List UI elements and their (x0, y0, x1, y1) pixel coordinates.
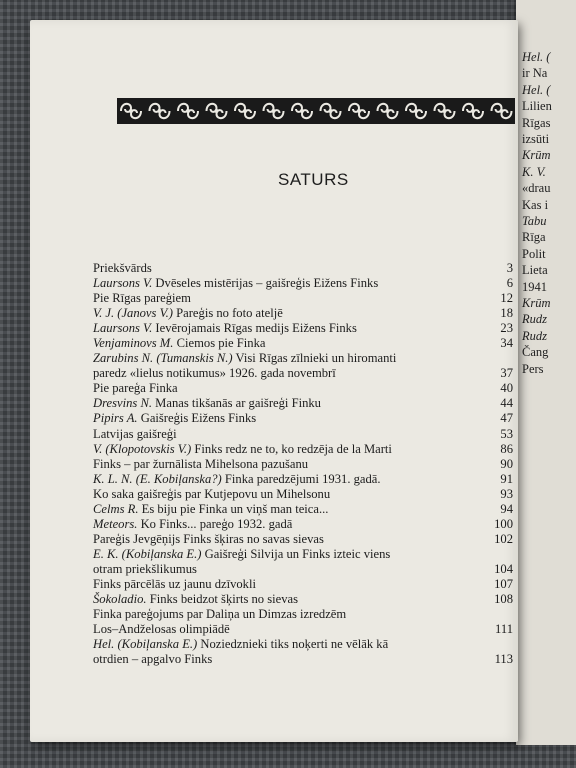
toc-entry (93, 517, 513, 532)
facing-page-line: Kas i (522, 197, 549, 212)
toc-title: Es biju pie Finka un viņš man teica... (141, 501, 329, 516)
toc-entry (93, 427, 513, 442)
facing-page-line: Lieta (522, 263, 548, 278)
toc-entry (93, 261, 513, 276)
facing-page-line: 1941 (522, 279, 547, 294)
toc-page-number: 104 (494, 561, 513, 576)
toc-entry (93, 562, 513, 577)
toc-entry (93, 366, 513, 381)
toc-author: Hel. (Kobiļanska E.) (93, 637, 198, 652)
toc-title: Finks beidzot šķirts no sievas (149, 592, 299, 607)
toc-title: Pie Rīgas pareģiem (93, 291, 191, 306)
facing-page-line: «drau (522, 181, 551, 196)
toc-author: Laursons V. (93, 321, 153, 336)
toc-title: Finka pareģojums par Daliņa un Dimzas izredzēm (93, 607, 347, 622)
toc-title: Latvijas gaišreģi (93, 426, 177, 441)
toc-entry (93, 396, 513, 411)
toc-author: Pipirs A. (93, 411, 138, 426)
toc-title: Finks pārcēlās uz jaunu dzīvokli (93, 576, 256, 591)
toc-title: Noziedznieki tiks noķerti ne vēlāk kā (200, 637, 389, 652)
toc-title: Finks redz ne to, ko redzēja de la Marti (194, 441, 392, 456)
facing-page-line: Pers (522, 361, 544, 376)
toc-entry (93, 577, 513, 592)
facing-page-line: Lilien (522, 99, 552, 114)
toc-title: Pie pareģa Finka (93, 381, 178, 396)
toc-entry (93, 276, 513, 291)
toc-entry (93, 306, 513, 321)
facing-page-line: Rudz (522, 328, 547, 343)
toc-page-number: 94 (500, 501, 513, 516)
toc-page-number: 111 (495, 622, 513, 637)
toc-author: Laursons V. (93, 276, 153, 291)
toc-page-number: 107 (494, 576, 513, 591)
toc-entry (93, 502, 513, 517)
toc-entry (93, 351, 513, 366)
facing-page-line: Hel. ( (522, 82, 551, 97)
toc-title: Ko saka gaišreģis par Kutjepovu un Mihelsonu (93, 486, 331, 501)
toc-entry (93, 472, 513, 487)
facing-page-line: Čang (522, 345, 549, 360)
toc-author: Šokoladio. (93, 592, 147, 607)
facing-page-line: Rīgas (522, 115, 551, 130)
facing-page-line: Tabu (522, 214, 547, 228)
toc-author: K. L. N. (E. Kobiļanska?) (93, 471, 222, 486)
toc-entry (93, 457, 513, 472)
toc-page-number: 93 (500, 486, 513, 501)
toc-page-number: 108 (494, 592, 513, 607)
toc-title: otram priekšlikumus (93, 561, 197, 576)
toc-title: Ko Finks... pareģo 1932. gadā (140, 516, 293, 531)
toc-author: Dresvins N. (93, 396, 153, 411)
book-page (30, 20, 518, 742)
toc-title: Finka paredzējumi 1931. gadā. (224, 471, 381, 486)
toc-author: V. J. (Janovs V.) (93, 306, 173, 321)
toc-page-number: 3 (506, 261, 513, 275)
toc-entry (93, 532, 513, 547)
toc-title: paredz «lielus notikumus» 1926. gada novembrī (93, 366, 336, 381)
toc-author: V. (Klopotovskis V.) (93, 441, 192, 456)
toc-author: Celms R. (93, 501, 139, 516)
facing-page-line: Krūm (522, 296, 551, 310)
facing-page-line: Hel. ( (522, 50, 551, 64)
toc-title: Manas tikšanās ar gaišreģi Finku (155, 396, 321, 411)
facing-page-line: Rīga (522, 230, 546, 245)
toc-page-number: 18 (500, 306, 513, 321)
toc-page-number: 34 (500, 336, 513, 351)
toc-page-number: 47 (500, 411, 513, 426)
toc-author: E. K. (Kobiļanska E.) (93, 546, 202, 561)
toc-entry (93, 381, 513, 396)
toc-entry (93, 291, 513, 306)
toc-page-number: 40 (500, 381, 513, 396)
facing-page-line: K. V. (522, 164, 546, 179)
toc-page-number: 12 (500, 291, 513, 306)
toc-title: Los–Andželosas olimpiādē (93, 622, 230, 637)
toc-title: Visi Rīgas zīlnieki un hiromanti (235, 351, 397, 366)
toc-entry (93, 637, 513, 652)
toc-title: otrdien – apgalvo Finks (93, 652, 213, 667)
toc-entry (93, 652, 513, 667)
toc-title: Finks – par žurnālista Mihelsona pazušanu (93, 456, 309, 471)
facing-page-line: izsūti (522, 132, 550, 146)
toc-page-number: 102 (494, 531, 513, 546)
toc-entry (93, 622, 513, 637)
toc-author: Zarubins N. (Tumanskis N.) (93, 351, 233, 366)
toc-page-number: 86 (500, 441, 513, 456)
toc-author: Venjaminovs M. (93, 336, 174, 351)
toc-title: Pareģis Jevgēņijs Finks šķiras no savas sievas (93, 531, 324, 546)
toc-entry (93, 411, 513, 426)
toc-entry (93, 442, 513, 457)
toc-entry (93, 592, 513, 607)
toc-entry (93, 547, 513, 562)
facing-page-line: Krūm (522, 148, 551, 163)
toc-page-number: 37 (500, 366, 513, 381)
toc-page-number: 53 (500, 426, 513, 441)
page-title: SATURS (278, 170, 349, 189)
toc-title: Gaišreģi Silvija un Finks izteic viens (204, 546, 391, 561)
toc-page-number: 90 (500, 456, 513, 471)
facing-page-line: ir Na (522, 66, 548, 81)
toc-page-number: 113 (494, 652, 513, 667)
toc-title: Priekšvārds (93, 261, 152, 275)
facing-page (516, 0, 576, 745)
toc-page-number: 91 (500, 471, 513, 486)
toc-title: Gaišreģis Eižens Finks (140, 411, 257, 426)
toc-entry (93, 321, 513, 336)
toc-entry (93, 607, 513, 622)
toc-page-number: 100 (494, 516, 513, 531)
toc-title: Pareģis no foto ateljē (176, 306, 283, 321)
toc-title: Ciemos pie Finka (176, 336, 266, 351)
toc-page-number: 44 (500, 396, 513, 411)
toc-entry (93, 336, 513, 351)
toc-entry (93, 487, 513, 502)
facing-page-line: Polit (522, 246, 546, 261)
toc-title: Dvēseles mistērijas – gaišreģis Eižens Finks (155, 276, 379, 291)
toc-author: Meteors. (93, 516, 138, 531)
table-of-contents (93, 261, 513, 667)
toc-page-number: 23 (500, 321, 513, 336)
toc-page-number: 6 (506, 276, 513, 291)
decorative-border-ornament (117, 98, 515, 124)
facing-page-line: Rudz (522, 312, 547, 327)
toc-title: Ievērojamais Rīgas medijs Eižens Finks (155, 321, 357, 336)
